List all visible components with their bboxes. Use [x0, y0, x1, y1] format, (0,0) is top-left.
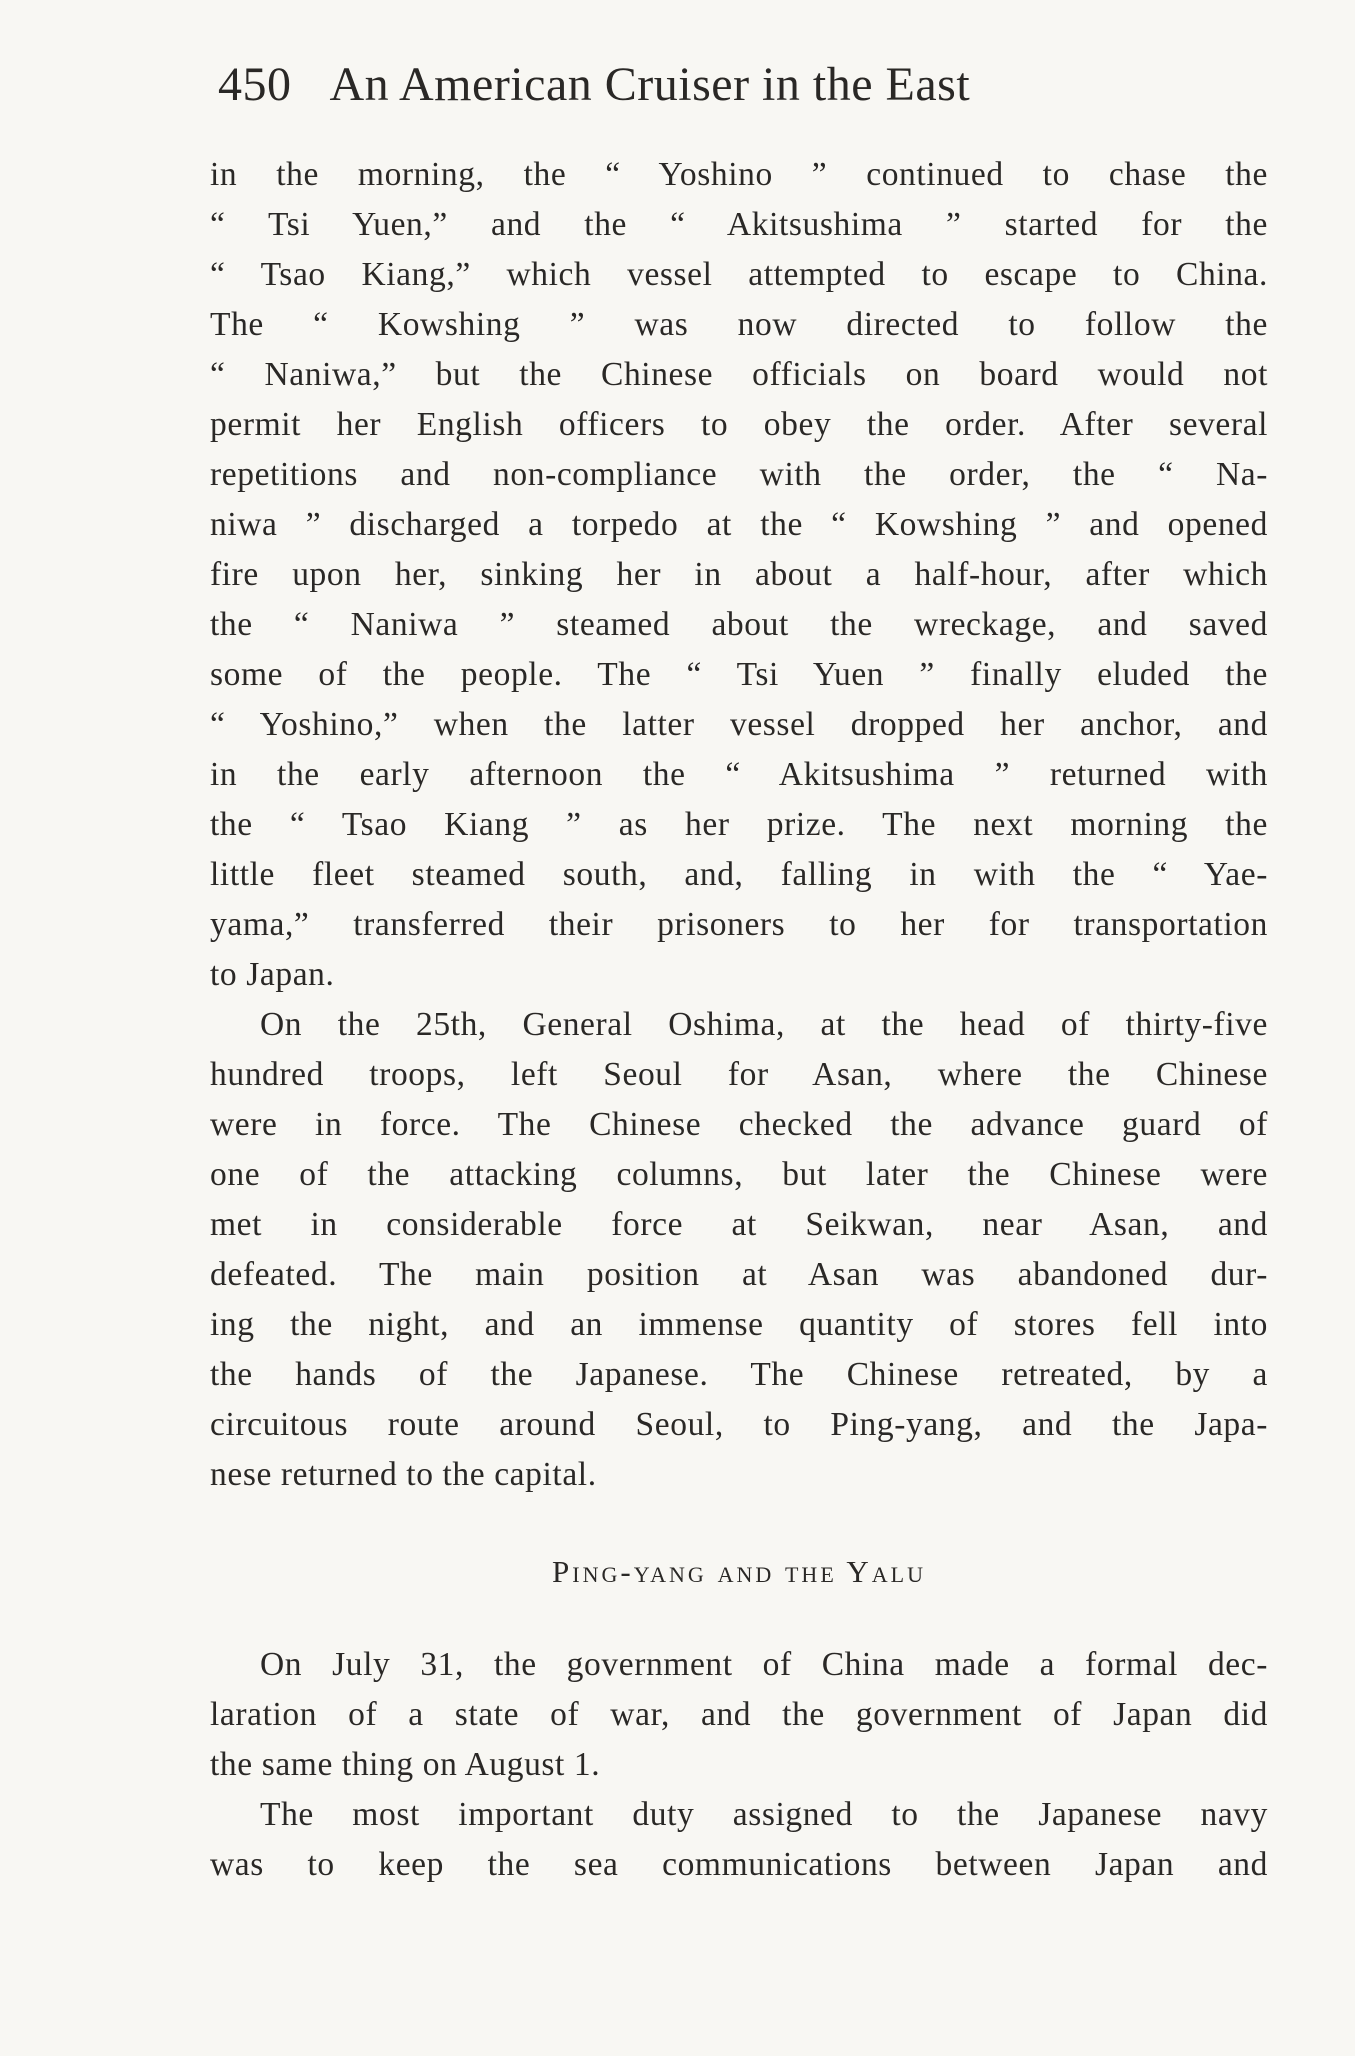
text-line: to Japan.: [210, 956, 335, 993]
text-line: met in considerable force at Seikwan, near Asan, and: [210, 1206, 1268, 1243]
text-line: nese returned to the capital.: [210, 1456, 597, 1493]
text-line: niwa ” discharged a torpedo at the “ Kowshing ” and opened: [210, 506, 1268, 543]
running-head: [218, 50, 1168, 120]
paragraph: [210, 1790, 1268, 1890]
text-line: circuitous route around Seoul, to Ping-yang, and the Japa-: [210, 1406, 1268, 1443]
text-line: hundred troops, left Seoul for Asan, where the Chinese: [210, 1056, 1268, 1093]
body-text: [210, 150, 1268, 1890]
text-line: repetitions and non-compliance with the order, the “ Na-: [210, 456, 1268, 493]
spacer: [210, 1500, 1268, 1542]
text-line: the hands of the Japanese. The Chinese retreated, by a: [210, 1356, 1268, 1393]
text-line: were in force. The Chinese checked the advance guard of: [210, 1106, 1268, 1143]
paragraph: [210, 150, 1268, 1000]
text-line: some of the people. The “ Tsi Yuen ” finally eluded the: [210, 656, 1268, 693]
text-line: little fleet steamed south, and, falling in with the “ Yae-: [210, 856, 1268, 893]
text-line: fire upon her, sinking her in about a half-hour, after which: [210, 556, 1268, 593]
text-line: The “ Kowshing ” was now directed to follow the: [210, 306, 1268, 343]
text-line: “ Yoshino,” when the latter vessel dropped her anchor, and: [210, 706, 1268, 743]
text-line: the same thing on August 1.: [210, 1746, 601, 1783]
text-line: one of the attacking columns, but later the Chinese were: [210, 1156, 1268, 1193]
text-line: On July 31, the government of China made a formal dec-: [260, 1646, 1268, 1683]
text-line: “ Tsi Yuen,” and the “ Akitsushima ” started for the: [210, 206, 1268, 243]
page-number: 450: [218, 58, 292, 111]
text-line: yama,” transferred their prisoners to her for transportation: [210, 906, 1268, 943]
text-line: permit her English officers to obey the order. After several: [210, 406, 1268, 443]
text-line: “ Tsao Kiang,” which vessel attempted to escape to China.: [210, 256, 1268, 293]
text-line: in the morning, the “ Yoshino ” continued to chase the: [210, 156, 1268, 193]
book-title: An American Cruiser in the East: [329, 58, 971, 111]
text-line: defeated. The main position at Asan was abandoned dur-: [210, 1256, 1268, 1293]
text-line: was to keep the sea communications between Japan and: [210, 1846, 1268, 1883]
text-line: On the 25th, General Oshima, at the head of thirty-five: [260, 1006, 1268, 1043]
text-line: ing the night, and an immense quantity of stores fell into: [210, 1306, 1268, 1343]
text-line: the “ Tsao Kiang ” as her prize. The next morning the: [210, 806, 1268, 843]
section-heading: Ping-yang and the Yalu: [552, 1554, 926, 1589]
paragraph: [210, 1000, 1268, 1500]
text-line: in the early afternoon the “ Akitsushima ” returned with: [210, 756, 1268, 793]
text-line: The most important duty assigned to the Japanese navy: [260, 1796, 1268, 1833]
text-line: “ Naniwa,” but the Chinese officials on board would not: [210, 356, 1268, 393]
spacer: [210, 1602, 1268, 1640]
paragraph: [210, 1640, 1268, 1790]
text-line: laration of a state of war, and the government of Japan did: [210, 1696, 1268, 1733]
text-line: the “ Naniwa ” steamed about the wreckage, and saved: [210, 606, 1268, 643]
